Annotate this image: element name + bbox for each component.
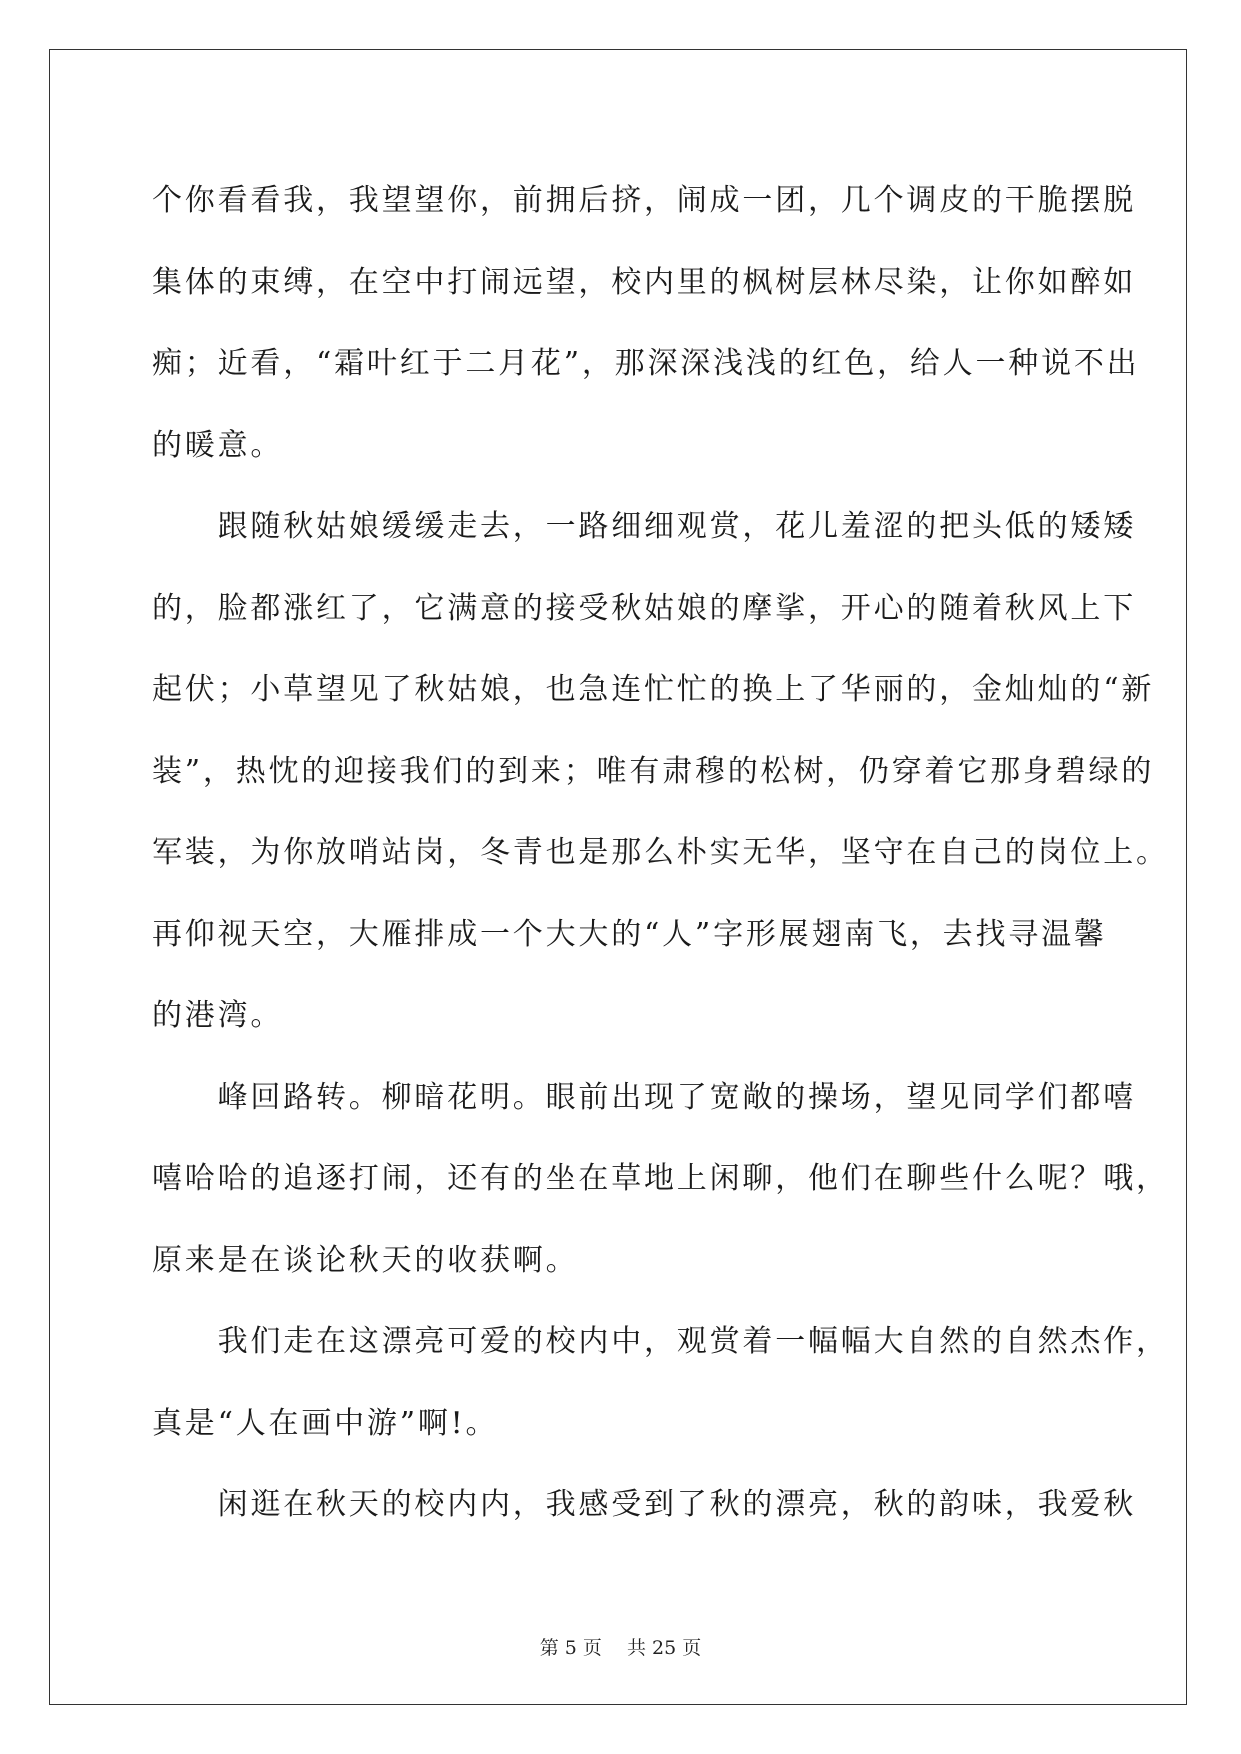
text-line: 装”，热忱的迎接我们的到来；唯有肃穆的松树，仍穿着它那身碧绿的 <box>152 753 1155 789</box>
body-text <box>152 160 1169 1546</box>
text-line: 原来是在谈论秋天的收获啊。 <box>152 1242 579 1278</box>
text-line: 集体的束缚，在空中打闹远望，校内里的枫树层林尽染，让你如醉如 <box>152 264 1136 300</box>
text-line: 个你看看我，我望望你，前拥后挤，闹成一团，几个调皮的干脆摆脱 <box>152 183 1136 218</box>
text-line: 的暖意。 <box>152 427 284 463</box>
text-line: 峰回路转。柳暗花明。眼前出现了宽敞的操场，望见同学们都嘻 <box>152 1079 1136 1115</box>
text-line: 嘻哈哈的追逐打闹，还有的坐在草地上闲聊，他们在聊些什么呢？哦， <box>152 1161 1169 1196</box>
text-line: 闲逛在秋天的校内内，我感受到了秋的漂亮，秋的韵味，我爱秋 <box>152 1487 1136 1522</box>
text-line: 痴；近看，“霜叶红于二月花”，那深深浅浅的红色，给人一种说不出 <box>152 346 1140 381</box>
text-line: 的，脸都涨红了，它满意的接受秋姑娘的摩挲，开心的随着秋风上下 <box>152 590 1136 626</box>
text-line: 我们走在这漂亮可爱的校内中，观赏着一幅幅大自然的自然杰作， <box>152 1324 1169 1359</box>
text-line: 起伏；小草望见了秋姑娘，也急连忙忙的换上了华丽的，金灿灿的“新 <box>152 672 1155 707</box>
page-number-footer: 第 5 页 共 25 页 <box>539 1637 702 1659</box>
text-line: 的港湾。 <box>152 998 284 1033</box>
text-line: 跟随秋姑娘缓缓走去，一路细细观赏，花儿羞涩的把头低的矮矮 <box>152 509 1136 544</box>
text-line: 真是“人在画中游”啊!。 <box>152 1405 499 1441</box>
text-line: 军装，为你放哨站岗，冬青也是那么朴实无华，坚守在自己的岗位上。 <box>152 835 1169 870</box>
text-line: 再仰视天空，大雁排成一个大大的“人”字形展翅南飞，去找寻温馨 <box>152 916 1107 952</box>
